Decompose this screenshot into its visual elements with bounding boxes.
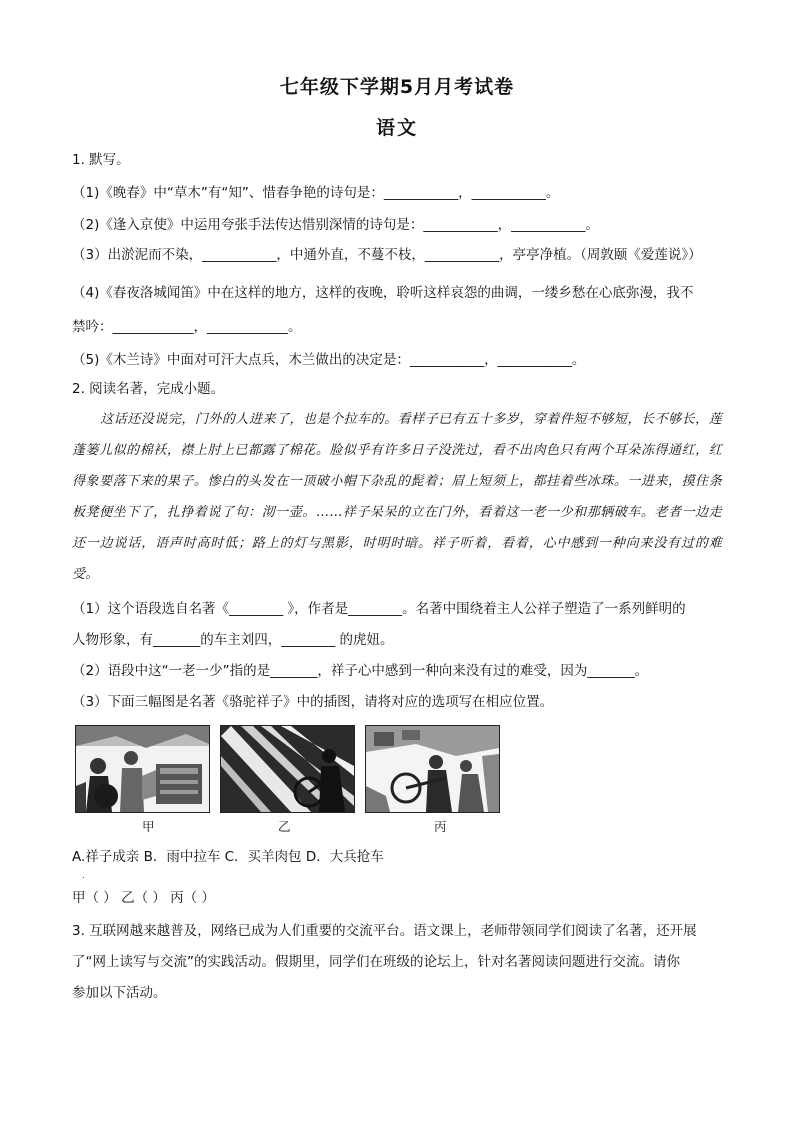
q2-options: A.祥子成亲 B．雨中拉车 C．买羊肉包 D．大兵抢车 — [72, 849, 384, 865]
illustration-bing-drawing — [366, 726, 499, 812]
q1-stem: 1. 默写。 — [72, 152, 130, 168]
q3-line-3: 参加以下活动。 — [72, 985, 167, 1001]
illustration-jia-drawing — [76, 726, 209, 812]
q3-line-2: 了“网上读写与交流”的实践活动。假期里，同学们在班级的论坛上，针对名著阅读问题进行交流。请你 — [72, 954, 680, 970]
exam-title: 七年级下学期5月月考试卷 — [279, 76, 515, 98]
q1-item-4a: （4)《春夜洛城闻笛》中在这样的地方，这样的夜晚，聆听这样哀怨的曲调，一缕乡愁在心底弥漫，我不 — [72, 285, 694, 301]
novel-excerpt — [72, 404, 722, 590]
q1-item-4b: 禁吟：____________，____________。 — [72, 319, 302, 335]
exam-subject: 语文 — [375, 117, 418, 139]
illustration-yi-drawing — [221, 726, 354, 812]
novel-excerpt-text: 这话还没说完，门外的人进来了，也是个拉车的。看样子已有五十多岁，穿着件短不够短，长不够长，莲蓬篓儿似的棉袄，襟上肘上已都露了棉花。脸似乎有许多日子没洗过，看不出肉色只有两个耳朵冻得通红，红得象要落下来的果子。惨白的头发在一顶破小帽下杂乱的髭着；眉上短须上，都挂着些冰珠。一进来，摸住条板凳便坐下了，扎挣着说了句：沏一壶。……祥子呆呆的立在门外，看着这一老一少和那辆破车。老者一边走还一边说话，语声时高时低；路上的灯与黑影，时明时暗。祥子听着，看着，心中感到一种向来没有过的难受。 — [72, 412, 722, 582]
q2-stem: 2. 阅读名著，完成小题。 — [72, 381, 225, 397]
q3-line-1: 3. 互联网越来越普及，网络已成为人们重要的交流平台。语文课上，老师带领同学们阅读了名著，还开展 — [72, 923, 697, 939]
q1-item-5: （5)《木兰诗》中面对可汗大点兵，木兰做出的决定是：___________，___________。 — [72, 352, 586, 368]
illustration-bing — [365, 725, 500, 813]
q1-item-2: （2)《逢入京使》中运用夸张手法传达惜别深情的诗句是：___________，___________。 — [72, 217, 599, 233]
q2-sub2: （2）语段中这“一老一少”指的是_______，祥子心中感到一种向来没有过的难受，因为_______。 — [72, 663, 649, 679]
q2-answer-line: 甲（ ） 乙（ ） 丙（ ） — [72, 890, 215, 906]
illustration-row — [75, 725, 500, 813]
q2-sub1-line2: 人物形象，有_______的车主刘四，________ 的虎妞。 — [72, 632, 394, 648]
q1-item-1: （1)《晚春》中“草木”有“知”、惜春争艳的诗句是：___________，___________。 — [72, 185, 560, 201]
illustration-jia — [75, 725, 210, 813]
caption-yi: 乙 — [278, 819, 291, 834]
illustration-yi — [220, 725, 355, 813]
caption-bing: 丙 — [434, 819, 447, 834]
caption-jia: 甲 — [142, 819, 155, 834]
q1-item-3: （3）出淤泥而不染，___________，中通外直，不蔓不枝，___________，亭亭净植。（周敦颐《爱莲说》） — [72, 247, 702, 263]
q2-sub1-line1: （1）这个语段选自名著《________ 》，作者是________。名著中围绕着主人公祥子塑造了一系列鲜明的 — [72, 601, 686, 617]
q2-sub3: （3）下面三幅图是名著《骆驼祥子》中的插图，请将对应的选项写在相应位置。 — [72, 694, 554, 710]
bullet-dot: . — [82, 871, 85, 880]
